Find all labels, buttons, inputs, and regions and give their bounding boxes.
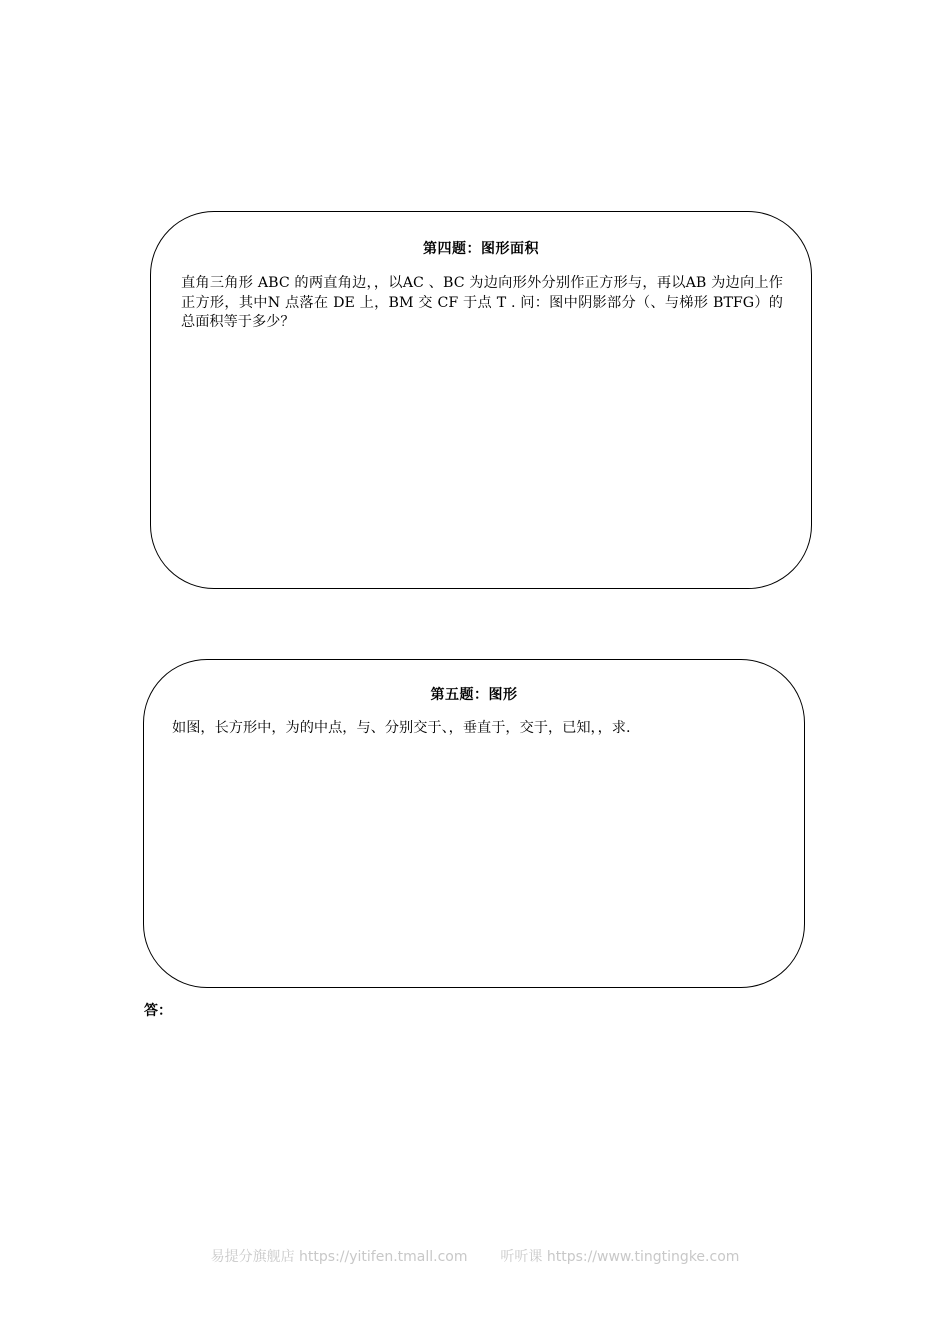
problem-4-title: 第四题：图形面积 [423,241,539,257]
footer-store-name: 易提分旗舰店 [210,1249,295,1265]
footer-course-name: 听听课 [500,1249,543,1265]
footer-watermark [0,1246,950,1266]
problem-5-text: 如图，长方形中，为的中点，与、分别交于、，垂直于，交于，已知，，求. [172,720,631,736]
footer-store-url[interactable]: https://yitifen.tmall.com [299,1249,468,1265]
footer-course-url[interactable]: https://www.tingtingke.com [546,1249,740,1265]
problem-4-text: 直角三角形 ABC 的两直角边，，以AC 、BC 为边向形外分别作正方形与，再以AB 为边向上作正方形，其中N 点落在 DE 上，BM 交 CF 于点 T . 问：图中阴影部分（、与梯形 BTFG）的总面积等于多少？ [181,275,783,330]
problem-5-title: 第五题：图形 [430,687,518,703]
answer-label: 答： [144,1003,172,1019]
problem-4-card [150,211,812,589]
problem-5-card [143,659,805,988]
